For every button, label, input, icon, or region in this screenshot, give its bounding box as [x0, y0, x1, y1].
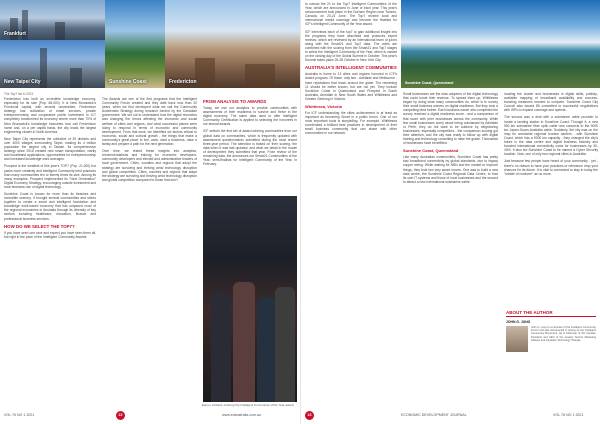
- right-footer: [301, 409, 600, 421]
- author-bio: John G. Jung is co-founder of the Intelligent Community Forum and was instrumental in setting up the Intelligent Community Movement. He is Chairman of ICF Canada. President and CEO of the Greater Toronto Marketing Alliance and Canada's Technology Triangle.: [531, 326, 596, 342]
- para-taipei: New Taipei City represents the collective of 29 districts and over 4000 villages surrounding Taipei, making its 4 million population the largest city in Taiwan. Its comprehensive strategy since 2016 created new smart transportation, clarity and broadband applications, opportunities for entrepreneurship and increased knowledge work averages.: [4, 136, 96, 162]
- para-top7: to narrow the 21 to the Top7 Intelligent Communities of the Year, which are announced in June of each year. This year's announcement took place in the Durham Region near Toronto, Canada, on 20-21 June. The Top7 receive local and international media coverage and become the finalists for ICF's Intelligent Community of the Year award.: [305, 2, 397, 27]
- right-column-3: [504, 92, 598, 179]
- para-analytics: Today, we use our analytics to provide communities with assessments of their readiness to survive and thrive in the digital economy. The same data used to offer Intelligent Community Certification is applied to selecting the honorees in our annual awards.: [203, 106, 297, 127]
- sunshine-coast-photo-label: Sunshine Coast, Queensland: [405, 81, 454, 85]
- para-cable: The second was a deal with a submarine cable provider to locate a landing station in Sunshine Coast. Through it, a new 550 km submarine fiber optic cable now connects to the 9000 km Japan-Guam-Australia cable. Suddenly, the city was on the map for worldwide regional tourism carriers - with Sunshine Coast, which has a 9000 km capacity - they changed the city's future in the data centre and digital business industry and boosted international connectivity costs for businesses by 30-40%. It also led Sunshine Coast to be named a Cyber Security location. Now, one of only two regional cities in Australia.: [504, 115, 598, 157]
- para-whittlesea: For ICF understanding the cities achievement is at least as important as becoming Smart in a public forum. One of our most important tools is storytelling. For example, Whittlesea coordinated a brilliant best practices in development of their small business community that can share with other communities in our network.: [305, 110, 397, 136]
- para-training: Over time, we tested these insights into analytics, recommendations and training for economic developers, community developers and elected and administrative leaders of local government. Cities, counties and regions that adopt the strategy are surviving and thriving amid technology disruption and global competition. Cities, counties and regions that adopt the strategy are surviving and thriving amid technology disruption and global competition compared to those that don't.: [102, 149, 197, 182]
- left-column-1: [4, 97, 96, 242]
- para-sunshine-coast: Like many Australian communities, Sunshine Coast has pretty bad broadband connectivity by global standards, due to legacy copper wiring. While waiting for NBN and the market to improve things, they took two very smart moves. One was to build a new data centre, the Sunshine Coast Regional Data Centre, to host its own IT systems and those of local businesses and the second to attract a new international submarine cable.: [403, 155, 498, 184]
- frankfurt-label: Frankfurt: [4, 31, 26, 37]
- analysis-heading: FROM ANALYSIS TO AWARDS: [203, 99, 267, 104]
- right-column-1: [305, 2, 397, 139]
- whittlesea-heading: Whittlesea, Victoria: [305, 103, 342, 109]
- para-smart21: ICF selects the first set of award-winning communities from our global data on communities, which is frequently updated with assessment questionnaires submitted during the most recent three-year period. The selection is based on their scoring, the data when it was last updated, and what we detail in the model of development they submitted that year. From review of the remaining data, the announces our Smart21 Communities of the Year, semi-finalists for Intelligent Community of the Year, in February.: [203, 129, 297, 167]
- sunshine-photo: [105, 0, 165, 88]
- fredericton-photo: [165, 0, 300, 88]
- taipei-photo: [0, 40, 105, 88]
- right-page-number: 23: [305, 411, 314, 420]
- author-name: JOHN G. JUNG: [506, 320, 531, 324]
- para-awards-history: The Awards are one of the first programs that the Intelligent Community Forum created and they date back now than 20 years, when we first developed what we call the Community Accelerator Strategy during research funded by the Canadian government. We set out to understand how the digital revolution was changing the forces affecting the economic and social welfare of cities and regions, and what successful places were doing to respond in terms of economic and community development. From that work, we identified six factors critical to economic, social and cultural growth - the things that make a community's great place to live, work, start a business, raise a family and prepare a path for the next generation.: [102, 97, 197, 147]
- sunshine-coast-photo: [401, 0, 600, 88]
- event-photo-caption: Espoo, Finland, entering the Intelligent Community of the Year award: [202, 403, 294, 407]
- photo-credit: The Top7 list in 2021: [4, 92, 34, 96]
- left-url: www.edaustralia.com.au: [222, 413, 261, 417]
- taipei-label: New Taipei City: [4, 79, 41, 85]
- fredericton-label: Fredericton: [169, 79, 197, 85]
- left-column-3: [203, 97, 297, 169]
- left-footer: [0, 409, 300, 421]
- about-author-heading: ABOUT THE AUTHOR: [506, 310, 596, 317]
- australia-heading: AUSTRALIA'S INTELLIGENT COMMUNITIES: [305, 65, 397, 71]
- right-page: [300, 0, 600, 424]
- left-volume: VOL 76 NO 1 2021: [4, 413, 35, 417]
- para-how-select: If you have seen one race and expect you have seen them all, but right in the pace of the Intelligent Community Awards: [4, 230, 96, 239]
- para-fredericton: Fredericton has built an incredible knowledge economy, especially for its size (Pop. 68,000). It is New Brunswick's Provincial capital, with several universities. Fredericton strategy has cultivation of smart services, private entrepreneurship and cooperative public investment in ICT completely transformed its economy where more than 70% of New Brunswick's knowledge industries now call Fredericton home and, on a per capita basis, the city leads the largest engineering cluster in North America.: [4, 97, 96, 134]
- para-skills: locating the cluster and businesses in digital skills, publicly-available mapping of broadband availability and success-boosting measures needed to compete. Sunshine Coast City Council also issued $5 committed to successful negotiations with ISPs to expand coverage and speeds.: [504, 92, 598, 113]
- para-jury: ICF interviews each of the top7 to gain additional insight into the programs they have described and produces expert reviews, which are reviewed by an international team of jurors along with the Smart21 and Top7 data. The votes are combined with the scoring from the Smart21 and Top7 stages to select the Intelligent Community of the Year, which is named on the closing day of the Global Summit in October. This year's Summit takes place 26-28 October in New York City.: [305, 29, 397, 63]
- author-avatar: [506, 326, 528, 352]
- right-volume: VOL 76 NO 1 2021: [553, 413, 584, 417]
- sunshine-label: Sunshine Coast: [109, 79, 147, 85]
- para-australia: Australia is home to 13 cities and regions honored in ICF's Award program. Of these, only two - Adelaide and Melbourne - have reputations that reach around the globe. The remaining 11 should be better known, but are not yet. They include Sunshine Coast in Queensland and Prospect in South Australia, Armidale in New South Wales and Whittlesea and Greater Geelong in Victoria.: [305, 72, 397, 101]
- para-sunshine: Sunshine Coast is known for more than its beaches and incredible scenery. It brought several communities and shires together to create a smart and intelligent foundation and knowledge work-based economy that has outpaced most of the regional economies in Australia through its diversity of key sectors including healthcare, education, finance and professional business services.: [4, 191, 96, 221]
- para-conclusion: Just because few people have heard of your community - yet - there's no reason to have your practices or relevance drop your chances for its future. It is vital to connected to stay in today the "middle of nowhere" as no more.: [504, 159, 598, 176]
- right-column-2: [403, 92, 498, 187]
- event-photo: [203, 196, 297, 402]
- right-journal-title: ECONOMIC DEVELOPMENT JOURNAL: [401, 413, 467, 417]
- para-prospect: Prospect is the smallest of this year's TOP7 (Pop. 21,000) but packs more creativity and Intelligent Community best practices than many communities ten or twenty times its size. Among its many examples, Prospect implemented its "Next Generation" Digital Economy Strategy, encouraging outside investment and local business use of digital technology.: [4, 164, 96, 189]
- frankfurt-photo: [0, 0, 105, 40]
- about-author-box: [506, 310, 596, 352]
- left-page-number: 22: [116, 411, 125, 420]
- left-column-2: [102, 97, 197, 185]
- sunshine-coast-heading: Sunshine Coast, Queensland: [403, 148, 459, 154]
- para-small-business: Small businesses are the slow adopters of the digital technology that could boost their revenue. To spread them up, Whittlesea began by doing what many communities do, which is to survey their small business owners on digital readiness. But they took a compelling idea further. Each business owner who completed the survey received a digital readiness score - and a comparison of that score with peer businesses across the community. While few small businesses worry about being outclassed by Adelaide or Perth, they do not want to be outdone by neighboring businesses, especially competitors - the comparison scoring got their attention, and the city was ready to follow up with digital training and technology consulting to raise the grade. Thousands of businesses have benefitted.: [403, 92, 498, 146]
- how-select-heading: HOW DO WE SELECT THE TOP7?: [4, 223, 75, 229]
